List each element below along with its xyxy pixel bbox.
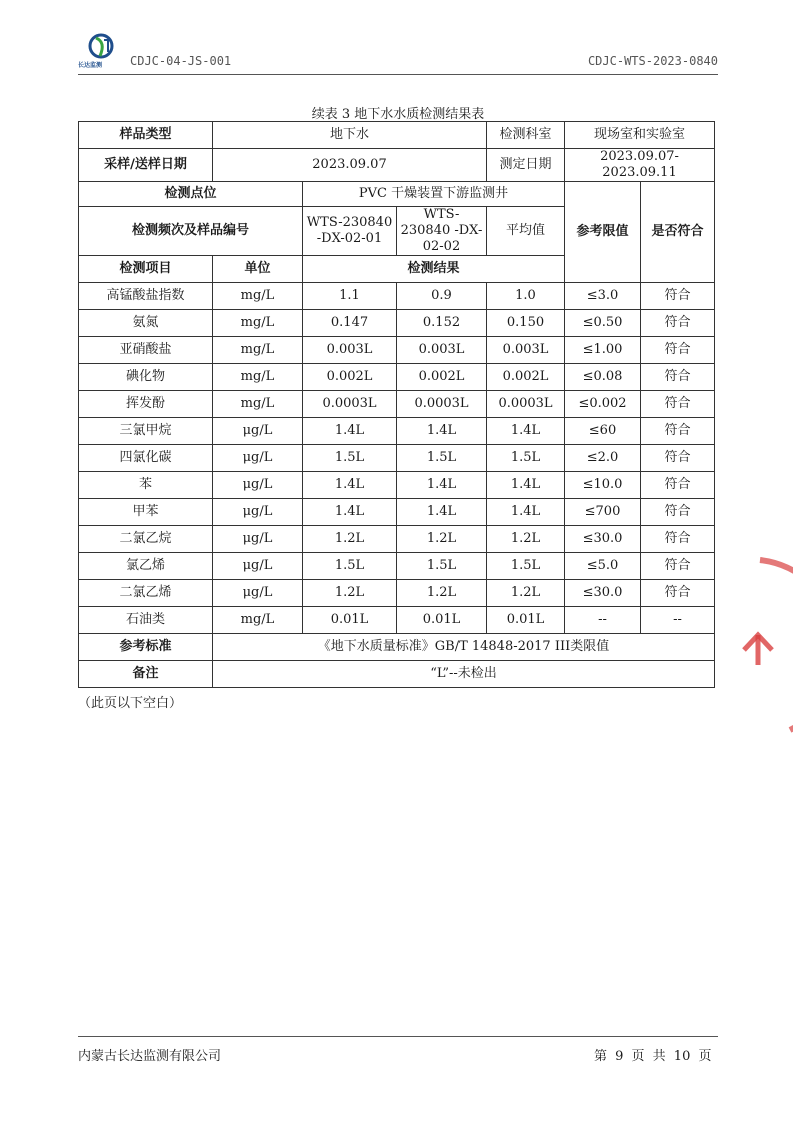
sample1-value: 0.002L: [303, 364, 397, 391]
conform-header: 是否符合: [641, 182, 715, 283]
table-caption: 续表 3 地下水水质检测结果表: [311, 107, 485, 122]
sample1-value: 1.2L: [303, 580, 397, 607]
sample2-value: 0.002L: [397, 364, 487, 391]
item-cell: 亚硝酸盐: [79, 337, 213, 364]
point-row: [79, 182, 715, 207]
unit-cell: mg/L: [213, 337, 303, 364]
sample1-value: 1.5L: [303, 553, 397, 580]
footer-company: 内蒙古长达监测有限公司: [78, 1049, 222, 1064]
unit-cell: mg/L: [213, 310, 303, 337]
point-value: PVC 干燥装置下游监测井: [303, 182, 565, 207]
unit-cell: μg/L: [213, 472, 303, 499]
avg-value: 0.150: [487, 310, 565, 337]
avg-value: 1.5L: [487, 445, 565, 472]
table-row: [79, 607, 715, 634]
results-table: [78, 121, 715, 688]
unit-cell: μg/L: [213, 418, 303, 445]
info-row-1: [79, 122, 715, 149]
sample1-value: 1.5L: [303, 445, 397, 472]
page-header: [78, 32, 718, 76]
result-header: 检测结果: [303, 256, 565, 283]
unit-cell: μg/L: [213, 580, 303, 607]
sample-type-label: 样品类型: [79, 122, 213, 149]
table-row: [79, 391, 715, 418]
info-row-2: [79, 149, 715, 182]
avg-value: 1.2L: [487, 526, 565, 553]
test-date-value: 2023.09.07-2023.09.11: [565, 149, 715, 182]
limit-value: ≤30.0: [565, 580, 641, 607]
point-label: 检测点位: [79, 182, 303, 207]
unit-cell: mg/L: [213, 607, 303, 634]
limit-value: --: [565, 607, 641, 634]
item-cell: 甲苯: [79, 499, 213, 526]
conform-value: 符合: [641, 391, 715, 418]
table-row: [79, 499, 715, 526]
sample1-value: 1.4L: [303, 472, 397, 499]
sample2-value: 1.2L: [397, 526, 487, 553]
avg-value: 0.002L: [487, 364, 565, 391]
header-divider: [78, 74, 718, 75]
limit-value: ≤5.0: [565, 553, 641, 580]
conform-value: 符合: [641, 337, 715, 364]
unit-cell: μg/L: [213, 445, 303, 472]
unit-cell: μg/L: [213, 553, 303, 580]
limit-value: ≤10.0: [565, 472, 641, 499]
sample2-value: 0.152: [397, 310, 487, 337]
item-cell: 碘化物: [79, 364, 213, 391]
table-row: [79, 310, 715, 337]
doc-code-right: CDJC-WTS-2023-0840: [587, 54, 718, 68]
conform-value: 符合: [641, 445, 715, 472]
avg-value: 1.0: [487, 283, 565, 310]
logo-text: 长达监测: [78, 62, 103, 69]
limit-value: ≤60: [565, 418, 641, 445]
sample2-value: 0.003L: [397, 337, 487, 364]
item-cell: 三氯甲烷: [79, 418, 213, 445]
table-row: [79, 337, 715, 364]
conform-value: 符合: [641, 364, 715, 391]
footer-page: 第 9 页 共 10 页: [594, 1049, 712, 1064]
freq-label: 检测频次及样品编号: [79, 207, 303, 256]
sample2-value: 1.4L: [397, 499, 487, 526]
avg-value: 0.0003L: [487, 391, 565, 418]
sample2-id: WTS-230840 -DX-02-02: [397, 207, 487, 256]
sample1-value: 0.01L: [303, 607, 397, 634]
item-cell: 石油类: [79, 607, 213, 634]
limit-value: ≤2.0: [565, 445, 641, 472]
dept-value: 现场室和实验室: [565, 122, 715, 149]
sample1-value: 1.4L: [303, 499, 397, 526]
item-cell: 挥发酚: [79, 391, 213, 418]
sample2-value: 0.0003L: [397, 391, 487, 418]
sample2-value: 1.4L: [397, 418, 487, 445]
sample1-id: WTS-230840 -DX-02-01: [303, 207, 397, 256]
sample2-value: 1.5L: [397, 445, 487, 472]
table-row: [79, 445, 715, 472]
remark-value: “L”--未检出: [213, 661, 715, 688]
conform-value: 符合: [641, 526, 715, 553]
limit-value: ≤0.08: [565, 364, 641, 391]
item-cell: 高锰酸盐指数: [79, 283, 213, 310]
limit-value: ≤1.00: [565, 337, 641, 364]
sample1-value: 0.147: [303, 310, 397, 337]
table-row: [79, 553, 715, 580]
table-row: [79, 283, 715, 310]
sample2-value: 1.2L: [397, 580, 487, 607]
item-cell: 氨氮: [79, 310, 213, 337]
remark-row: [79, 661, 715, 688]
sampling-date-label: 采样/送样日期: [79, 149, 213, 182]
sample2-value: 0.01L: [397, 607, 487, 634]
unit-cell: μg/L: [213, 499, 303, 526]
item-cell: 二氯乙烷: [79, 526, 213, 553]
test-date-label: 测定日期: [487, 149, 565, 182]
unit-header: 单位: [213, 256, 303, 283]
remark-label: 备注: [79, 661, 213, 688]
avg-value: 1.5L: [487, 553, 565, 580]
sample-type-value: 地下水: [213, 122, 487, 149]
conform-value: 符合: [641, 310, 715, 337]
conform-value: 符合: [641, 472, 715, 499]
item-cell: 氯乙烯: [79, 553, 213, 580]
sample2-value: 1.5L: [397, 553, 487, 580]
avg-header: 平均值: [487, 207, 565, 256]
limit-value: ≤700: [565, 499, 641, 526]
table-row: [79, 364, 715, 391]
unit-cell: mg/L: [213, 391, 303, 418]
limit-value: ≤30.0: [565, 526, 641, 553]
item-header: 检测项目: [79, 256, 213, 283]
standard-label: 参考标准: [79, 634, 213, 661]
table-row: [79, 418, 715, 445]
sample1-value: 1.1: [303, 283, 397, 310]
unit-cell: mg/L: [213, 283, 303, 310]
avg-value: 1.4L: [487, 499, 565, 526]
standard-row: [79, 634, 715, 661]
avg-value: 0.003L: [487, 337, 565, 364]
sample1-value: 0.003L: [303, 337, 397, 364]
unit-cell: mg/L: [213, 364, 303, 391]
doc-code-left: CDJC-04-JS-001: [130, 54, 232, 68]
sample2-value: 1.4L: [397, 472, 487, 499]
standard-value: 《地下水质量标准》GB/T 14848-2017 III类限值: [213, 634, 715, 661]
conform-value: 符合: [641, 553, 715, 580]
limit-value: ≤0.50: [565, 310, 641, 337]
item-cell: 二氯乙烯: [79, 580, 213, 607]
table-row: [79, 472, 715, 499]
dept-label: 检测科室: [487, 122, 565, 149]
sample2-value: 0.9: [397, 283, 487, 310]
table-row: [79, 580, 715, 607]
conform-value: 符合: [641, 418, 715, 445]
conform-value: --: [641, 607, 715, 634]
item-cell: 苯: [79, 472, 213, 499]
conform-value: 符合: [641, 499, 715, 526]
sampling-date-value: 2023.09.07: [213, 149, 487, 182]
conform-value: 符合: [641, 580, 715, 607]
limit-header: 参考限值: [565, 182, 641, 283]
avg-value: 1.4L: [487, 418, 565, 445]
limit-value: ≤0.002: [565, 391, 641, 418]
avg-value: 1.2L: [487, 580, 565, 607]
sample1-value: 1.2L: [303, 526, 397, 553]
table-row: [79, 526, 715, 553]
limit-value: ≤3.0: [565, 283, 641, 310]
red-seal-stamp-icon: [730, 540, 793, 740]
sample1-value: 0.0003L: [303, 391, 397, 418]
sample1-value: 1.4L: [303, 418, 397, 445]
avg-value: 0.01L: [487, 607, 565, 634]
conform-value: 符合: [641, 283, 715, 310]
item-cell: 四氯化碳: [79, 445, 213, 472]
unit-cell: μg/L: [213, 526, 303, 553]
footer-divider: [78, 1036, 718, 1037]
avg-value: 1.4L: [487, 472, 565, 499]
blank-note: （此页以下空白）: [78, 696, 183, 711]
